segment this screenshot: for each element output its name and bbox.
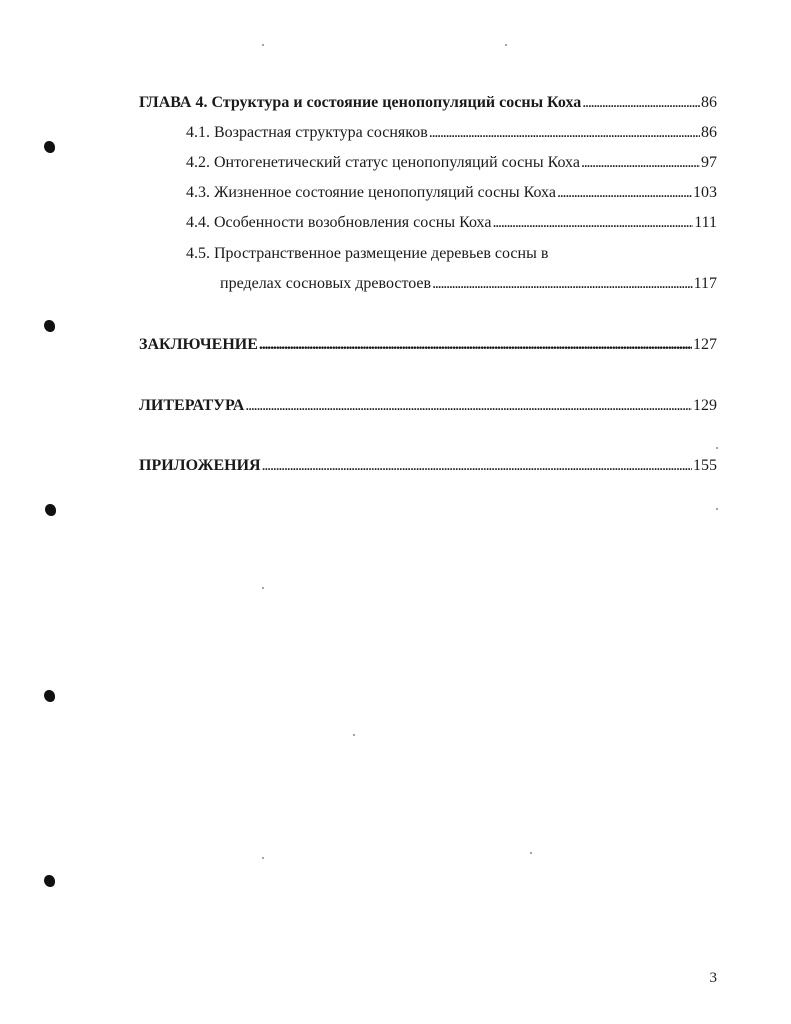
toc-entry-label: пределах сосновых древостоев xyxy=(220,275,432,292)
scan-speck xyxy=(530,852,532,854)
toc-entry-label: ЗАКЛЮЧЕНИЕ xyxy=(139,336,258,353)
toc-entry-page: 86 xyxy=(701,124,717,141)
scan-speck xyxy=(353,734,355,736)
toc-entry-label: 4.3. Жизненное состояние ценопопуляций сосны Коха xyxy=(186,184,556,201)
toc-entry-appendix[interactable] xyxy=(139,456,717,476)
scan-speck xyxy=(262,587,264,589)
toc-entry-conclusion[interactable] xyxy=(139,335,717,355)
punch-hole-mark xyxy=(44,320,55,332)
scan-speck xyxy=(716,508,718,510)
toc-entry-label: ЛИТЕРАТУРА xyxy=(139,397,245,414)
toc-entry-page: 103 xyxy=(693,184,717,201)
scan-speck xyxy=(505,44,507,46)
toc-entry-page: 111 xyxy=(694,214,717,231)
toc-leader-dots xyxy=(245,396,692,416)
toc-entry-label: 4.1. Возрастная структура сосняков xyxy=(186,124,428,141)
toc-entry-label: 4.5. Пространственное размещение деревьев сосны в xyxy=(186,245,549,262)
toc-entry-4-1[interactable] xyxy=(186,123,717,143)
toc-entry-literature[interactable] xyxy=(139,396,717,416)
toc-entry-label: ГЛАВА 4. Структура и состояние ценопопуляций сосны Коха xyxy=(139,94,582,111)
toc-entry-page: 97 xyxy=(701,154,717,171)
punch-hole-mark xyxy=(44,875,55,887)
toc-entry-4-5-first-line[interactable] xyxy=(186,244,548,264)
page-number: 3 xyxy=(709,970,717,986)
punch-hole-mark xyxy=(44,141,55,153)
punch-hole-mark xyxy=(45,504,56,516)
toc-entry-page: 155 xyxy=(693,457,717,474)
scan-speck xyxy=(716,447,718,449)
toc-entry-4-3[interactable] xyxy=(186,183,717,203)
toc-entry-4-5[interactable] xyxy=(220,274,717,294)
punch-hole-mark xyxy=(44,690,55,702)
toc-leader-dots xyxy=(581,153,700,173)
toc-entry-4-2[interactable] xyxy=(186,153,717,173)
toc-entry-4-4[interactable] xyxy=(186,213,717,233)
toc-entry-label: 4.4. Особенности возобновления сосны Коха xyxy=(186,214,492,231)
toc-leader-dots xyxy=(259,335,692,355)
toc-leader-dots xyxy=(492,213,693,233)
toc-leader-dots xyxy=(432,274,693,294)
toc-leader-dots xyxy=(262,456,692,476)
toc-leader-dots xyxy=(429,123,700,143)
toc-entry-page: 117 xyxy=(693,275,717,292)
toc-entry-label: ПРИЛОЖЕНИЯ xyxy=(139,457,261,474)
toc-leader-dots xyxy=(557,183,692,203)
toc-entry-page: 86 xyxy=(701,94,717,111)
scan-speck xyxy=(262,857,264,859)
toc-entry-page: 127 xyxy=(693,336,717,353)
toc-entry-label: 4.2. Онтогенетический статус ценопопуляций сосны Коха xyxy=(186,154,580,171)
toc-entry-chapter-4[interactable] xyxy=(139,93,717,113)
scan-speck xyxy=(262,44,264,46)
toc-entry-page: 129 xyxy=(693,397,717,414)
toc-leader-dots xyxy=(582,93,700,113)
